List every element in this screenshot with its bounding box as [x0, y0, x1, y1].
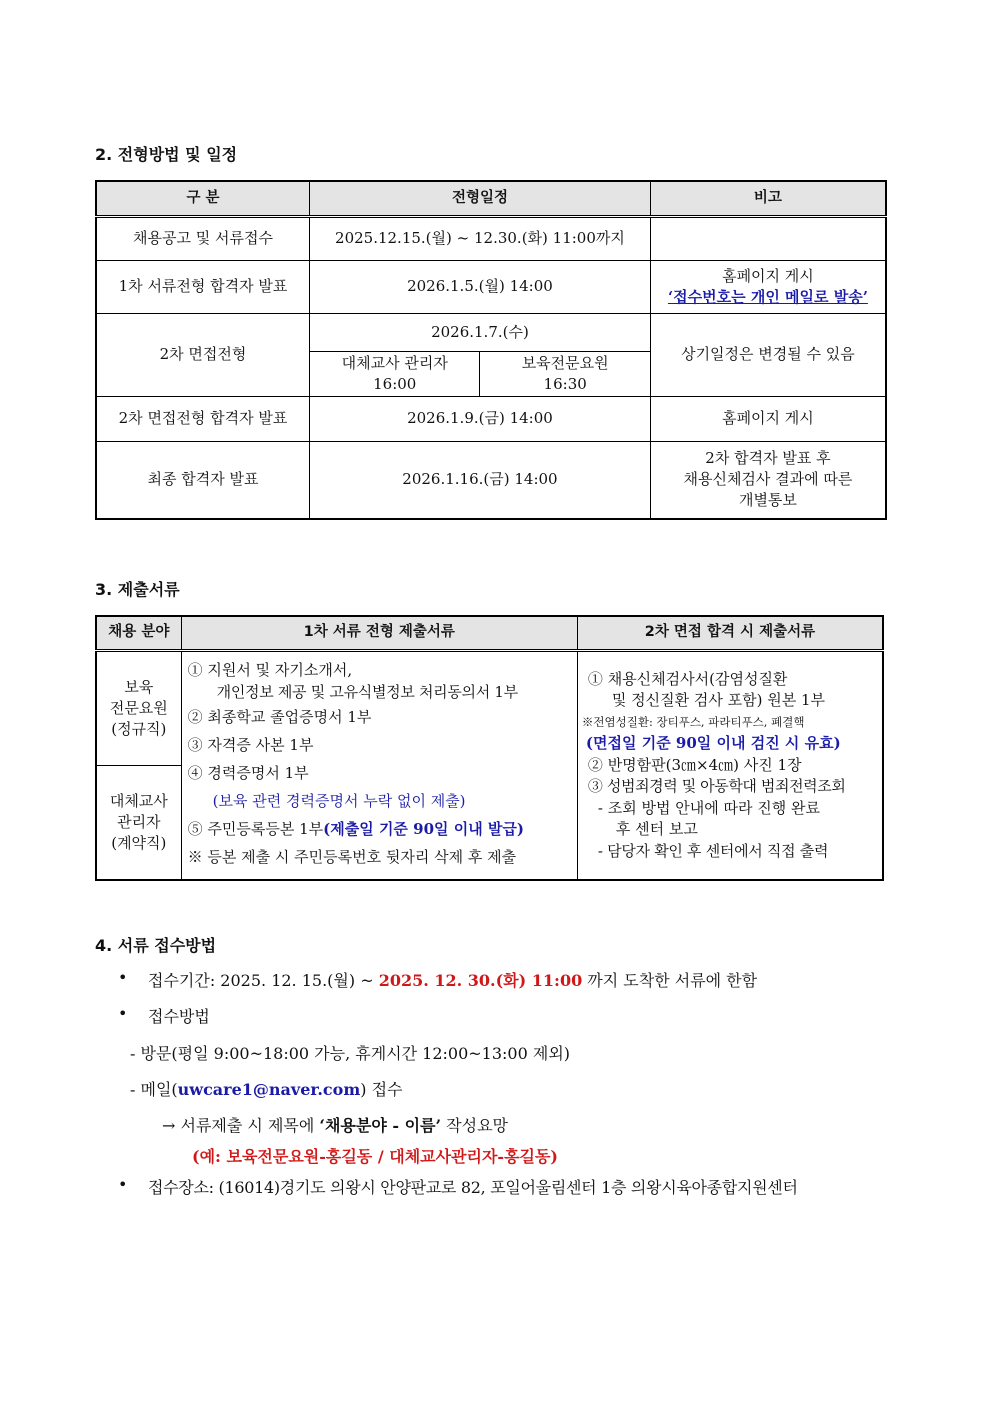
period-prefix: 접수기간: 2025. 12. 15.(월) ~: [148, 971, 379, 990]
doc-note: (면접일 기준 90일 이내 검진 시 유효): [585, 734, 841, 752]
section4-title: 4. 서류 접수방법: [95, 936, 217, 955]
row-note: [650, 260, 886, 313]
mail-line: [130, 1077, 403, 1100]
mail-address[interactable]: uwcare1@naver.com: [177, 1080, 361, 1099]
row-schedule: 2026.1.16.(금) 14:00: [310, 441, 651, 519]
table-row: [96, 216, 886, 260]
field-line: 전문요원: [109, 698, 168, 717]
row-label: 2차 면접전형: [96, 313, 310, 396]
note-email-notice: ‘접수번호는 개인 메일로 발송’: [667, 287, 868, 306]
section3-title: 3. 제출서류: [95, 580, 180, 599]
method-label: 접수방법: [148, 1007, 210, 1026]
mail-prefix: - 메일(: [130, 1080, 178, 1099]
section2-title: 2. 전형방법 및 일정: [95, 145, 238, 164]
interview-slot-1: [310, 351, 480, 396]
row-label: 채용공고 및 서류접수: [96, 216, 310, 260]
table-row: [96, 396, 886, 441]
note-line: 개별통보: [738, 491, 797, 510]
doc-item: 후 센터 보고: [615, 820, 698, 838]
doc-item: ② 반명함판(3㎝×4㎝) 사진 1장: [587, 755, 802, 774]
note-line: 홈페이지 게시: [722, 266, 814, 285]
docs-second-list: [577, 650, 883, 880]
bullet-icon: •: [118, 968, 128, 987]
table-row: [96, 441, 886, 519]
table-row: [96, 313, 886, 351]
header-schedule: 전형일정: [310, 181, 651, 216]
header-note: 비고: [650, 181, 886, 216]
table-row: [96, 260, 886, 313]
doc-item: - 담당자 확인 후 센터에서 직접 출력: [597, 841, 829, 860]
interview-slot-2: [480, 351, 650, 396]
field-substitute-manager: [96, 765, 181, 880]
doc-item: 및 정신질환 검사 포함) 원본 1부: [611, 691, 826, 709]
field-childcare-specialist: [96, 650, 181, 765]
mail-suffix: ) 접수: [360, 1080, 403, 1099]
subject-line: [162, 1113, 508, 1136]
field-line: 보육: [124, 677, 154, 696]
docs-first-list: [181, 650, 577, 880]
period-suffix: 까지 도착한 서류에 한함: [582, 971, 758, 990]
row-label: 최종 합격자 발표: [96, 441, 310, 519]
doc-item: ② 최종학교 졸업증명서 1부: [187, 708, 372, 727]
row-note: 상기일정은 변경될 수 있음: [650, 313, 886, 396]
bullet-icon: •: [118, 1175, 128, 1194]
note-line: 2차 합격자 발표 후: [705, 449, 831, 468]
header-docs-second: 2차 면접 합격 시 제출서류: [577, 616, 883, 650]
doc-item: [188, 815, 571, 843]
row-schedule: 2026.1.5.(월) 14:00: [310, 260, 651, 313]
place-line: 접수장소: (16014)경기도 의왕시 안양판교로 82, 포일어울림센터 1층 의왕시육아종합지원센터: [148, 1178, 798, 1197]
subject-prefix: → 서류제출 시 제목에: [162, 1116, 320, 1135]
slot-time: 16:30: [543, 374, 587, 393]
header-docs-first: 1차 서류 전형 제출서류: [181, 616, 577, 650]
row-schedule: 2026.1.7.(수): [310, 313, 651, 351]
documents-table: [95, 615, 884, 881]
row-schedule: 2026.1.9.(금) 14:00: [310, 396, 651, 441]
doc-text: ⑤ 주민등록등본 1부: [187, 820, 324, 839]
doc-item: ④ 경력증명서 1부: [187, 764, 309, 783]
bullet-icon: •: [118, 1004, 128, 1023]
header-category: 구 분: [96, 181, 310, 216]
field-line: (계약직): [111, 833, 167, 852]
slot-time: 16:00: [373, 374, 417, 393]
row-label: 1차 서류전형 합격자 발표: [96, 260, 310, 313]
slot-role: 대체교사 관리자: [341, 353, 448, 372]
slot-role: 보육전문요원: [521, 353, 609, 372]
doc-item: ※ 등본 제출 시 주민등록번호 뒷자리 삭제 후 제출: [187, 848, 517, 867]
subject-suffix: 작성요망: [441, 1116, 508, 1135]
period-line: [148, 968, 757, 991]
subject-example: (예: 보육전문요원-홍길동 / 대체교사관리자-홍길동): [192, 1147, 559, 1166]
doc-note: (보육 관련 경력증명서 누락 없이 제출): [212, 792, 466, 811]
header-field: 채용 분야: [96, 616, 181, 650]
note-line: 채용신체검사 결과에 따른: [683, 470, 853, 489]
doc-item: ① 지원서 및 자기소개서,: [187, 661, 353, 680]
visit-line: - 방문(평일 9:00~18:00 가능, 휴게시간 12:00~13:00 제외): [130, 1044, 571, 1063]
period-deadline: 2025. 12. 30.(화) 11:00: [378, 971, 583, 990]
subject-format: ‘채용분야 - 이름’: [319, 1116, 442, 1135]
field-line: 관리자: [117, 812, 161, 831]
row-note: 홈페이지 게시: [650, 396, 886, 441]
row-label: 2차 면접전형 합격자 발표: [96, 396, 310, 441]
field-line: 대체교사: [109, 791, 168, 810]
row-schedule: 2025.12.15.(월) ~ 12.30.(화) 11:00까지: [310, 216, 651, 260]
field-line: (정규직): [111, 719, 167, 738]
doc-item: ③ 성범죄경력 및 아동학대 범죄전력조회: [587, 777, 846, 795]
doc-note: ※전염성질환: 장티푸스, 파라티푸스, 폐결핵: [581, 714, 805, 729]
doc-item: ① 채용신체검사서(감염성질환: [587, 669, 788, 688]
row-note: [650, 216, 886, 260]
doc-note: (제출일 기준 90일 이내 발급): [323, 820, 525, 839]
schedule-table: [95, 180, 887, 520]
doc-item: 개인정보 제공 및 고유식별정보 처리동의서 1부: [216, 683, 518, 702]
doc-item: ③ 자격증 사본 1부: [187, 736, 314, 755]
row-note: [650, 441, 886, 519]
doc-item: - 조회 방법 안내에 따라 진행 완료: [597, 798, 820, 817]
